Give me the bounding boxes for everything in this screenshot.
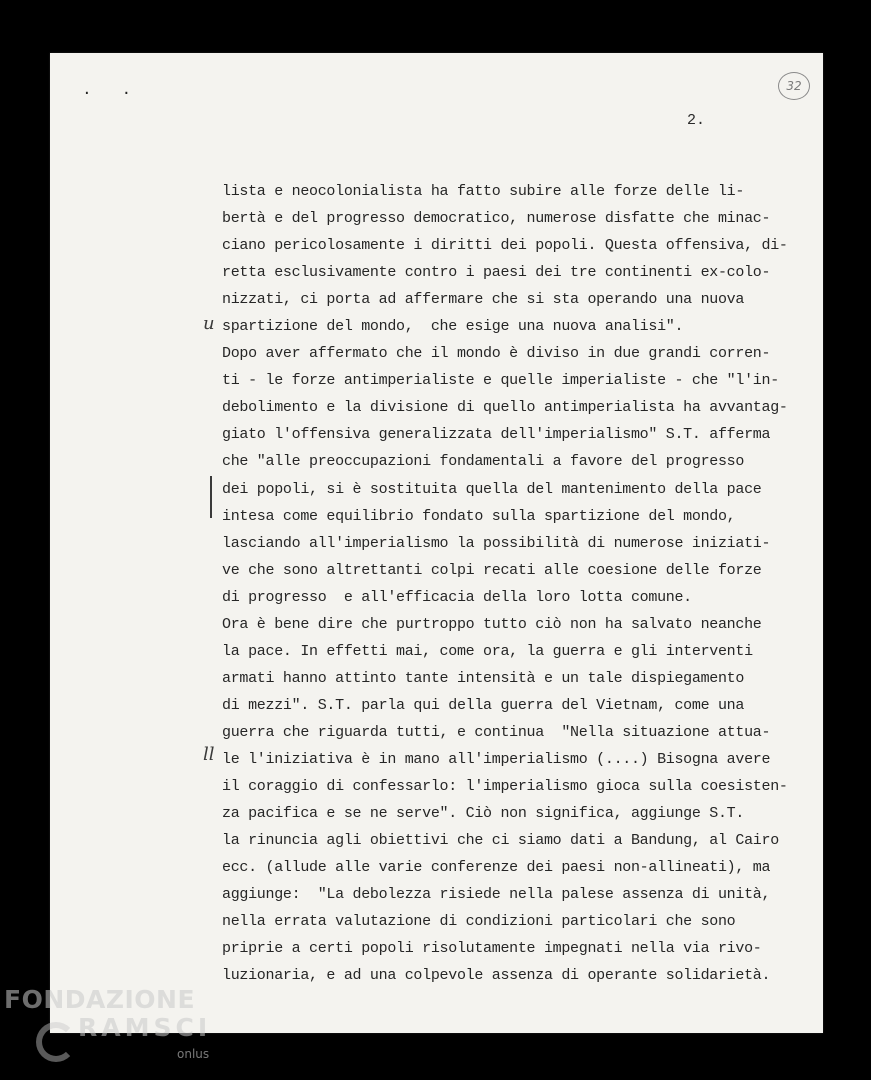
page-number: 2.	[687, 112, 706, 129]
watermark-logo-text: FONDAZIONE	[4, 985, 196, 1014]
text-line: intesa come equilibrio fondato sulla spartizione del mondo,	[222, 507, 736, 525]
header-dots: . .	[84, 78, 144, 99]
text-line: luzionaria, e ad una colpevole assenza di operante solidarietà.	[222, 967, 771, 985]
text-line: la pace. In effetti mai, come ora, la guerra e gli interventi	[222, 642, 753, 660]
watermark-logo-text-2: RAMSCI	[78, 1013, 212, 1042]
watermark-subtitle: onlus	[177, 1047, 210, 1061]
text-line: lasciando all'imperialismo la possibilità di numerose iniziati-	[222, 534, 771, 552]
text-line: nizzati, ci porta ad affermare che si sta operando una nuova	[222, 291, 745, 309]
text-line: giato l'offensiva generalizzata dell'imperialismo" S.T. afferma	[222, 426, 771, 444]
margin-bar-mark	[210, 476, 212, 518]
text-line: bertà e del progresso democratico, numerose disfatte che minac-	[222, 210, 771, 228]
text-line: ve che sono altrettanti colpi recati alle coesione delle forze	[222, 561, 762, 579]
text-line: di mezzi". S.T. parla qui della guerra del Vietnam, come una	[222, 696, 745, 714]
text-line: nella errata valutazione di condizioni particolari che sono	[222, 913, 736, 931]
typed-body-text	[222, 178, 820, 989]
text-line: lista e neocolonialista ha fatto subire alle forze delle li-	[222, 183, 745, 200]
text-line: le l'iniziativa è in mano all'imperialismo (....) Bisogna avere	[222, 750, 771, 768]
text-line: spartizione del mondo, che esige una nuova analisi".	[222, 318, 684, 336]
archive-number-mark: 32	[778, 72, 810, 100]
text-line: Dopo aver affermato che il mondo è diviso in due grandi corren-	[222, 345, 771, 363]
watermark-g-icon	[36, 1022, 76, 1062]
text-line: aggiunge: "La debolezza risiede nella palese assenza di unità,	[222, 886, 771, 904]
text-line: ciano pericolosamente i diritti dei popoli. Questa offensiva, di-	[222, 237, 788, 255]
text-line: debolimento e la divisione di quello antimperialista ha avvantag-	[222, 399, 788, 417]
text-line: di progresso e all'efficacia della loro lotta comune.	[222, 588, 692, 606]
text-line: ti - le forze antimperialiste e quelle imperialiste - che "l'in-	[222, 372, 779, 390]
text-line: za pacifica e se ne serve". Ciò non significa, aggiunge S.T.	[222, 805, 745, 823]
text-line: armati hanno attinto tante intensità e un tale dispiegamento	[222, 669, 745, 687]
text-line: la rinuncia agli obiettivi che ci siamo dati a Bandung, al Cairo	[222, 832, 779, 850]
text-line: che "alle preoccupazioni fondamentali a favore del progresso	[222, 453, 745, 471]
text-line: dei popoli, si è sostituita quella del mantenimento della pace	[222, 480, 762, 498]
text-line: ecc. (allude alle varie conferenze dei paesi non-allineati), ma	[222, 859, 771, 877]
text-line: il coraggio di confessarlo: l'imperialismo gioca sulla coesisten-	[222, 778, 788, 796]
text-line: Ora è bene dire che purtroppo tutto ciò non ha salvato neanche	[222, 615, 762, 633]
text-line: priprie a certi popoli risolutamente impegnati nella via rivo-	[222, 940, 762, 958]
margin-mark-handwritten: ll	[203, 744, 215, 765]
margin-mark-handwritten: u	[203, 313, 215, 334]
text-line: retta esclusivamente contro i paesi dei tre continenti ex-colo-	[222, 264, 771, 282]
text-line: guerra che riguarda tutti, e continua "Nella situazione attua-	[222, 723, 771, 741]
